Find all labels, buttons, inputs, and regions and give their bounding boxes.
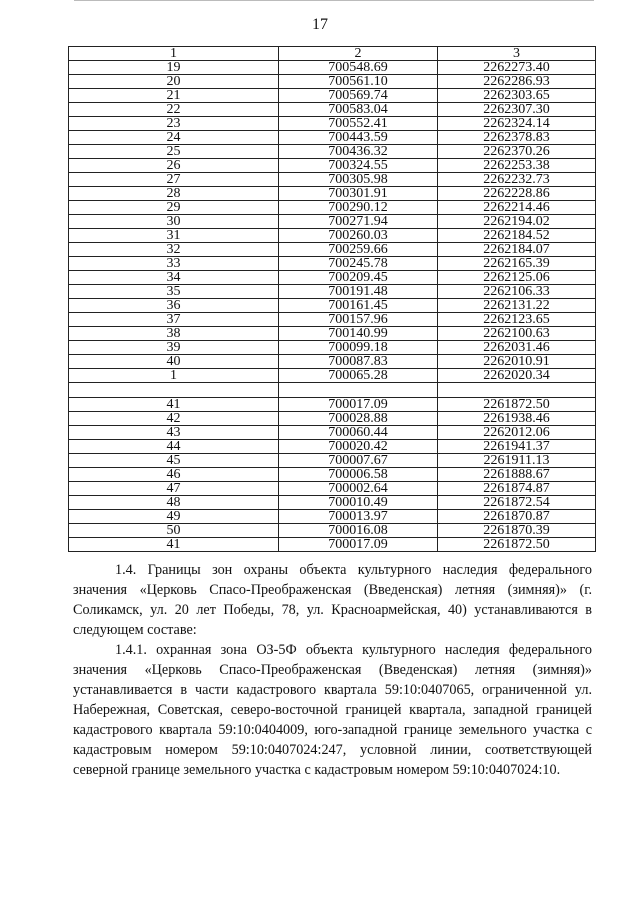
x-coordinate-cell: 700271.94 — [279, 215, 438, 229]
y-coordinate-cell: 2262253.38 — [438, 159, 596, 173]
table-row — [69, 538, 596, 552]
point-number-cell: 26 — [69, 159, 279, 173]
y-coordinate-cell: 2261874.87 — [438, 482, 596, 496]
y-coordinate-cell: 2262378.83 — [438, 131, 596, 145]
table-row — [69, 201, 596, 215]
point-number-cell: 23 — [69, 117, 279, 131]
point-number-cell: 41 — [69, 538, 279, 552]
x-coordinate-cell: 700436.32 — [279, 145, 438, 159]
page-number: 17 — [312, 16, 328, 33]
y-coordinate-cell: 2262184.52 — [438, 229, 596, 243]
point-number-cell: 30 — [69, 215, 279, 229]
point-number-cell: 20 — [69, 75, 279, 89]
table-row — [69, 440, 596, 454]
table-row — [69, 426, 596, 440]
y-coordinate-cell: 2262020.34 — [438, 369, 596, 383]
point-number-cell: 38 — [69, 327, 279, 341]
table-row — [69, 341, 596, 355]
point-number-cell: 21 — [69, 89, 279, 103]
y-coordinate-cell: 2262184.07 — [438, 243, 596, 257]
x-coordinate-cell: 700140.99 — [279, 327, 438, 341]
x-coordinate-cell: 700002.64 — [279, 482, 438, 496]
x-coordinate-cell: 700065.28 — [279, 369, 438, 383]
x-coordinate-cell: 700552.41 — [279, 117, 438, 131]
header-cell-point: 1 — [69, 47, 279, 61]
coordinates-table-body — [69, 61, 596, 552]
x-coordinate-cell: 700569.74 — [279, 89, 438, 103]
x-coordinate-cell: 700301.91 — [279, 187, 438, 201]
x-coordinate-cell: 700191.48 — [279, 285, 438, 299]
x-coordinate-cell: 700087.83 — [279, 355, 438, 369]
point-number-cell: 1 — [69, 369, 279, 383]
y-coordinate-cell: 2262123.65 — [438, 313, 596, 327]
x-coordinate-cell: 700583.04 — [279, 103, 438, 117]
coordinates-table — [68, 46, 596, 552]
y-coordinate-cell: 2262307.30 — [438, 103, 596, 117]
y-coordinate-cell: 2262228.86 — [438, 187, 596, 201]
table-header-row — [69, 47, 596, 61]
table-row — [69, 173, 596, 187]
point-number-cell: 50 — [69, 524, 279, 538]
y-coordinate-cell: 2262100.63 — [438, 327, 596, 341]
y-coordinate-cell: 2262165.39 — [438, 257, 596, 271]
point-number-cell: 24 — [69, 131, 279, 145]
table-row — [69, 257, 596, 271]
table-row — [69, 510, 596, 524]
table-row — [69, 285, 596, 299]
header-cell-x: 2 — [279, 47, 438, 61]
y-coordinate-cell — [438, 383, 596, 398]
y-coordinate-cell: 2262232.73 — [438, 173, 596, 187]
point-number-cell: 39 — [69, 341, 279, 355]
point-number-cell: 25 — [69, 145, 279, 159]
point-number-cell: 48 — [69, 496, 279, 510]
point-number-cell: 34 — [69, 271, 279, 285]
y-coordinate-cell: 2262324.14 — [438, 117, 596, 131]
table-row — [69, 187, 596, 201]
table-row — [69, 327, 596, 341]
x-coordinate-cell: 700305.98 — [279, 173, 438, 187]
y-coordinate-cell: 2262286.93 — [438, 75, 596, 89]
table-row — [69, 89, 596, 103]
point-number-cell: 42 — [69, 412, 279, 426]
y-coordinate-cell: 2261870.39 — [438, 524, 596, 538]
x-coordinate-cell: 700006.58 — [279, 468, 438, 482]
x-coordinate-cell: 700245.78 — [279, 257, 438, 271]
point-number-cell: 35 — [69, 285, 279, 299]
y-coordinate-cell: 2261872.50 — [438, 538, 596, 552]
x-coordinate-cell: 700028.88 — [279, 412, 438, 426]
x-coordinate-cell: 700209.45 — [279, 271, 438, 285]
y-coordinate-cell: 2261938.46 — [438, 412, 596, 426]
paragraph-1-4: 1.4. Границы зон охраны объекта культурного наследия федерального значения «Церковь Спасо-Преображенская (Введенская) летняя (зимняя)» (г. Соликамск, ул. 20 лет Победы, 78, ул. Красноармейская, 40) устанавливаются в следующем составе: — [73, 562, 592, 638]
point-number-cell: 28 — [69, 187, 279, 201]
table-row — [69, 524, 596, 538]
x-coordinate-cell: 700060.44 — [279, 426, 438, 440]
y-coordinate-cell: 2261941.37 — [438, 440, 596, 454]
table-row — [69, 299, 596, 313]
y-coordinate-cell: 2261888.67 — [438, 468, 596, 482]
table-row — [69, 215, 596, 229]
table-row — [69, 369, 596, 383]
body-text — [73, 560, 592, 780]
y-coordinate-cell: 2262194.02 — [438, 215, 596, 229]
y-coordinate-cell: 2262012.06 — [438, 426, 596, 440]
y-coordinate-cell: 2262106.33 — [438, 285, 596, 299]
point-number-cell: 46 — [69, 468, 279, 482]
x-coordinate-cell: 700010.49 — [279, 496, 438, 510]
x-coordinate-cell: 700260.03 — [279, 229, 438, 243]
table-row — [69, 496, 596, 510]
x-coordinate-cell: 700443.59 — [279, 131, 438, 145]
x-coordinate-cell: 700016.08 — [279, 524, 438, 538]
point-number-cell — [69, 383, 279, 398]
x-coordinate-cell: 700290.12 — [279, 201, 438, 215]
x-coordinate-cell: 700259.66 — [279, 243, 438, 257]
y-coordinate-cell: 2262273.40 — [438, 61, 596, 75]
point-number-cell: 47 — [69, 482, 279, 496]
table-row — [69, 145, 596, 159]
point-number-cell: 43 — [69, 426, 279, 440]
table-row — [69, 103, 596, 117]
y-coordinate-cell: 2262031.46 — [438, 341, 596, 355]
x-coordinate-cell: 700548.69 — [279, 61, 438, 75]
y-coordinate-cell: 2262370.26 — [438, 145, 596, 159]
table-row — [69, 75, 596, 89]
point-number-cell: 41 — [69, 398, 279, 412]
x-coordinate-cell: 700561.10 — [279, 75, 438, 89]
x-coordinate-cell: 700157.96 — [279, 313, 438, 327]
table-row — [69, 61, 596, 75]
point-number-cell: 32 — [69, 243, 279, 257]
x-coordinate-cell: 700017.09 — [279, 538, 438, 552]
x-coordinate-cell: 700013.97 — [279, 510, 438, 524]
point-number-cell: 29 — [69, 201, 279, 215]
table-row — [69, 117, 596, 131]
point-number-cell: 37 — [69, 313, 279, 327]
point-number-cell: 49 — [69, 510, 279, 524]
point-number-cell: 31 — [69, 229, 279, 243]
table-row — [69, 468, 596, 482]
y-coordinate-cell: 2262131.22 — [438, 299, 596, 313]
y-coordinate-cell: 2261872.50 — [438, 398, 596, 412]
table-row — [69, 454, 596, 468]
point-number-cell: 22 — [69, 103, 279, 117]
point-number-cell: 40 — [69, 355, 279, 369]
table-row — [69, 383, 596, 398]
table-row — [69, 243, 596, 257]
y-coordinate-cell: 2262214.46 — [438, 201, 596, 215]
table-row — [69, 271, 596, 285]
point-number-cell: 44 — [69, 440, 279, 454]
x-coordinate-cell — [279, 383, 438, 398]
point-number-cell: 27 — [69, 173, 279, 187]
paragraph-1-4-1: 1.4.1. охранная зона ОЗ-5Ф объекта культурного наследия федерального значения «Церковь Спасо-Преображенская (Введенская) летняя (зимняя)» устанавливается в части кадастрового квартала 59:10:0407065, ограниченной ул. Набережная, Советская, северо-восточной границей квартала, западной границей кадастрового квартала 59:10:0404009, юго-западной границе земельного участка с кадастровым номером 59:10:0407024:247, условной линии, соответствующей северной границе земельного участка с кадастровым номером 59:10:0407024:10. — [73, 642, 592, 778]
y-coordinate-cell: 2261911.13 — [438, 454, 596, 468]
table-row — [69, 482, 596, 496]
y-coordinate-cell: 2261870.87 — [438, 510, 596, 524]
y-coordinate-cell: 2262125.06 — [438, 271, 596, 285]
header-cell-y: 3 — [438, 47, 596, 61]
table-row — [69, 412, 596, 426]
top-rule — [74, 0, 594, 4]
table-row — [69, 398, 596, 412]
x-coordinate-cell: 700017.09 — [279, 398, 438, 412]
x-coordinate-cell: 700099.18 — [279, 341, 438, 355]
table-row — [69, 131, 596, 145]
x-coordinate-cell: 700007.67 — [279, 454, 438, 468]
point-number-cell: 45 — [69, 454, 279, 468]
table-row — [69, 159, 596, 173]
table-row — [69, 355, 596, 369]
y-coordinate-cell: 2261872.54 — [438, 496, 596, 510]
point-number-cell: 33 — [69, 257, 279, 271]
point-number-cell: 19 — [69, 61, 279, 75]
table-row — [69, 313, 596, 327]
y-coordinate-cell: 2262010.91 — [438, 355, 596, 369]
x-coordinate-cell: 700324.55 — [279, 159, 438, 173]
table-row — [69, 229, 596, 243]
point-number-cell: 36 — [69, 299, 279, 313]
x-coordinate-cell: 700161.45 — [279, 299, 438, 313]
y-coordinate-cell: 2262303.65 — [438, 89, 596, 103]
x-coordinate-cell: 700020.42 — [279, 440, 438, 454]
